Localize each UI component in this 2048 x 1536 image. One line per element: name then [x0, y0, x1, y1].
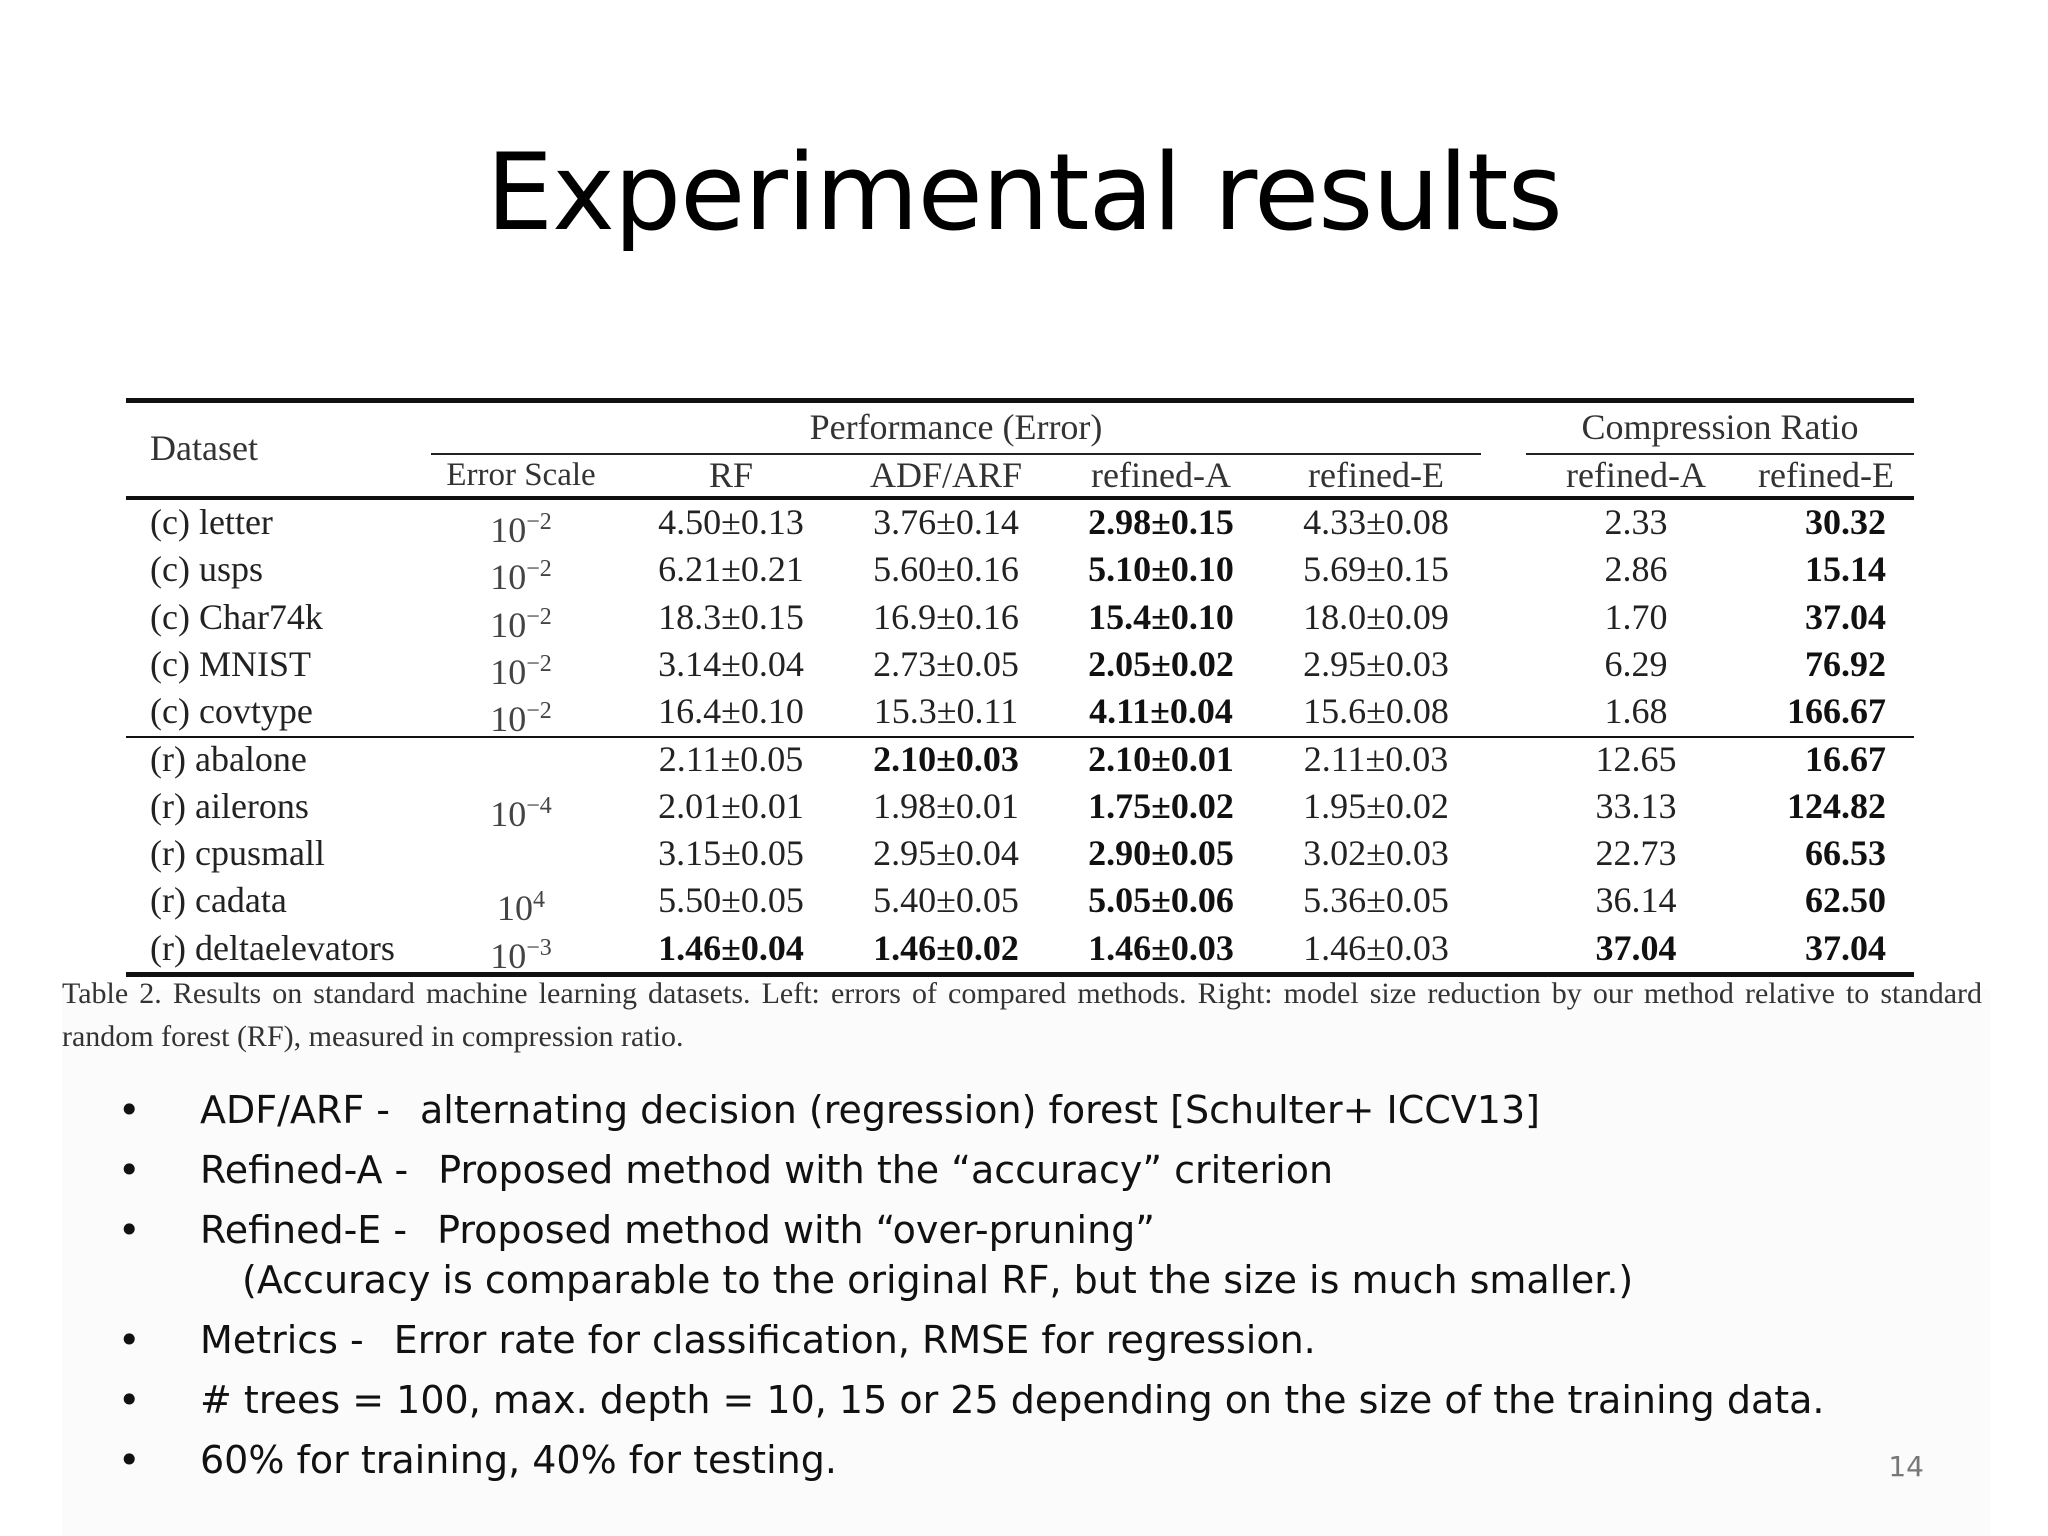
cell-refined-e: 15.6±0.08: [1303, 691, 1449, 731]
cell-refined-e: 5.69±0.15: [1303, 549, 1449, 589]
cell-error-scale: [436, 642, 606, 694]
bullet-description: 60% for training, 40% for testing.: [200, 1438, 837, 1482]
cell-adf-arf: 1.46±0.02: [873, 928, 1019, 968]
cell-compression-refined-e: 76.92: [1805, 644, 1886, 684]
cell-refined-a: 4.11±0.04: [1089, 691, 1233, 731]
cell-refined-a: 5.05±0.06: [1088, 880, 1234, 920]
cell-dataset: (c) letter: [150, 502, 273, 542]
cell-refined-e: 5.36±0.05: [1303, 880, 1449, 920]
cell-error-scale: [436, 689, 606, 741]
scale-exponent: −4: [526, 793, 552, 819]
bullet-term: Metrics -: [200, 1318, 364, 1362]
cell-compression-refined-e: 166.67: [1787, 691, 1886, 731]
cell-refined-e: 3.02±0.03: [1303, 833, 1449, 873]
cell-rf: 4.50±0.13: [658, 502, 804, 542]
cell-compression-refined-a: 22.73: [1595, 833, 1677, 873]
bullet-text: [200, 1080, 1540, 1140]
scale-exponent: −2: [526, 556, 552, 582]
scale-exponent: −2: [526, 604, 552, 630]
scale-base: 10: [490, 652, 527, 692]
bullet-item: [118, 1310, 1918, 1370]
scale-base: 10: [497, 888, 533, 928]
cell-adf-arf: 2.95±0.04: [873, 833, 1019, 873]
cell-error-scale: [436, 500, 606, 552]
table-top-rule: [126, 398, 1914, 403]
cell-compression-refined-a: 33.13: [1595, 786, 1677, 826]
cell-compression-refined-a: 36.14: [1595, 880, 1677, 920]
scale-exponent: −3: [526, 935, 552, 961]
cell-adf-arf: 5.40±0.05: [873, 880, 1019, 920]
cell-refined-e: 1.46±0.03: [1303, 928, 1449, 968]
cell-error-scale: [436, 926, 606, 978]
header-rf: RF: [708, 455, 754, 495]
bullet-subtext: (Accuracy is comparable to the original RF, but the size is much smaller.): [242, 1258, 1634, 1302]
scale-base: 10: [490, 794, 527, 834]
cell-adf-arf: 16.9±0.16: [873, 597, 1019, 637]
cell-compression-refined-a: 2.86: [1604, 549, 1668, 589]
bullet-description: Proposed method with “over-pruning”: [437, 1208, 1155, 1252]
cell-dataset: (r) cpusmall: [150, 833, 325, 873]
cell-compression-refined-a: 12.65: [1595, 739, 1677, 779]
header-refined-a: refined-A: [1091, 455, 1231, 495]
bullet-item: [118, 1430, 1918, 1490]
bullet-text: [200, 1430, 837, 1490]
cell-dataset: (r) ailerons: [150, 786, 309, 826]
scale-base: 10: [490, 557, 527, 597]
cell-refined-a: 2.98±0.15: [1088, 502, 1234, 542]
cell-refined-e: 2.11±0.03: [1303, 739, 1449, 779]
bullet-icon: •: [118, 1148, 141, 1192]
header-refined-e: refined-E: [1308, 455, 1444, 495]
bullet-term: Refined-A -: [200, 1148, 409, 1192]
cell-adf-arf: 2.73±0.05: [873, 644, 1019, 684]
cell-refined-a: 2.05±0.02: [1088, 644, 1234, 684]
cell-adf-arf: 1.98±0.01: [873, 786, 1019, 826]
cell-rf: 2.11±0.05: [658, 739, 804, 779]
cell-compression-refined-a: 1.70: [1604, 597, 1668, 637]
scale-base: 10: [490, 510, 527, 550]
header-performance-group: Performance (Error): [809, 407, 1103, 447]
cell-compression-refined-a: 2.33: [1604, 502, 1668, 542]
cell-refined-a: 15.4±0.10: [1088, 597, 1234, 637]
bullet-description: # trees = 100, max. depth = 10, 15 or 25 depending on the size of the training data.: [200, 1378, 1825, 1422]
bullet-text: [200, 1310, 1316, 1370]
bullet-text: [200, 1140, 1333, 1200]
scale-exponent: −2: [526, 698, 552, 724]
cell-compression-refined-e: 37.04: [1805, 928, 1886, 968]
cell-refined-e: 1.95±0.02: [1303, 786, 1449, 826]
bullet-term: Refined-E -: [200, 1208, 408, 1252]
header-compression-group: Compression Ratio: [1581, 407, 1859, 447]
cell-compression-refined-e: 15.14: [1805, 549, 1886, 589]
bullet-description: alternating decision (regression) forest [Schulter+ ICCV13]: [419, 1088, 1540, 1132]
header-adf-arf: ADF/ARF: [869, 455, 1023, 495]
cell-rf: 1.46±0.04: [658, 928, 804, 968]
cell-refined-e: 2.95±0.03: [1303, 644, 1449, 684]
bullet-item: [118, 1370, 1918, 1430]
header-compression-refined-a: refined-A: [1566, 455, 1706, 495]
bullet-icon: •: [118, 1208, 141, 1252]
cell-compression-refined-e: 66.53: [1805, 833, 1886, 873]
cell-refined-e: 18.0±0.09: [1303, 597, 1449, 637]
bullet-list: [118, 1080, 1918, 1490]
cell-dataset: (c) usps: [150, 549, 263, 589]
header-error-scale: Error Scale: [446, 457, 596, 493]
cell-refined-a: 2.90±0.05: [1088, 833, 1234, 873]
cell-error-scale: [436, 878, 606, 930]
scale-exponent: −2: [526, 509, 552, 535]
cell-adf-arf: 5.60±0.16: [873, 549, 1019, 589]
cell-dataset: (c) Char74k: [150, 597, 323, 637]
scale-exponent: 4: [533, 887, 545, 913]
cell-dataset: (r) abalone: [150, 739, 307, 779]
header-dataset: Dataset: [150, 428, 258, 468]
cell-compression-refined-e: 16.67: [1805, 739, 1886, 779]
scale-base: 10: [490, 605, 527, 645]
cell-compression-refined-a: 6.29: [1604, 644, 1668, 684]
cell-refined-a: 5.10±0.10: [1088, 549, 1234, 589]
cell-error-scale: [436, 547, 606, 599]
scale-base: 10: [490, 936, 527, 976]
cell-rf: 16.4±0.10: [658, 691, 804, 731]
cell-refined-a: 1.46±0.03: [1088, 928, 1234, 968]
cell-adf-arf: 15.3±0.11: [873, 691, 1019, 731]
cell-dataset: (r) cadata: [150, 880, 287, 920]
cell-refined-a: 2.10±0.01: [1088, 739, 1234, 779]
cell-rf: 3.15±0.05: [658, 833, 804, 873]
bullet-icon: •: [118, 1438, 141, 1482]
cell-rf: 6.21±0.21: [658, 549, 804, 589]
cell-dataset: (c) MNIST: [150, 644, 311, 684]
cell-compression-refined-e: 62.50: [1805, 880, 1886, 920]
bullet-description: Proposed method with the “accuracy” criterion: [438, 1148, 1334, 1192]
bullet-item: [118, 1200, 1918, 1310]
bullet-item: [118, 1140, 1918, 1200]
bullet-icon: •: [118, 1088, 141, 1132]
bullet-description: Error rate for classification, RMSE for regression.: [393, 1318, 1316, 1362]
header-compression-refined-e: refined-E: [1758, 455, 1894, 495]
cell-compression-refined-e: 124.82: [1787, 786, 1886, 826]
cell-compression-refined-e: 30.32: [1805, 502, 1886, 542]
cell-refined-e: 4.33±0.08: [1303, 502, 1449, 542]
cell-adf-arf: 2.10±0.03: [873, 739, 1019, 779]
cell-error-scale: [436, 595, 606, 647]
bullet-term: ADF/ARF -: [200, 1088, 390, 1132]
cell-rf: 3.14±0.04: [658, 644, 804, 684]
cell-compression-refined-a: 37.04: [1595, 928, 1677, 968]
cell-compression-refined-e: 37.04: [1805, 597, 1886, 637]
bullet-text: [200, 1370, 1825, 1430]
cell-compression-refined-a: 1.68: [1604, 691, 1668, 731]
cell-dataset: (c) covtype: [150, 691, 313, 731]
cell-adf-arf: 3.76±0.14: [873, 502, 1019, 542]
cell-refined-a: 1.75±0.02: [1088, 786, 1234, 826]
slide-title: Experimental results: [486, 131, 1562, 254]
scale-exponent: −2: [526, 651, 552, 677]
cell-rf: 18.3±0.15: [658, 597, 804, 637]
page-number: 14: [1888, 1450, 1924, 1483]
bullet-icon: •: [118, 1318, 141, 1362]
cell-rf: 2.01±0.01: [658, 786, 804, 826]
cell-rf: 5.50±0.05: [658, 880, 804, 920]
cell-dataset: (r) deltaelevators: [150, 928, 395, 968]
scale-base: 10: [490, 699, 527, 739]
cell-error-scale: [436, 784, 606, 836]
bullet-icon: •: [118, 1378, 141, 1422]
bullet-item: [118, 1080, 1918, 1140]
table-caption: Table 2. Results on standard machine learning datasets. Left: errors of compared methods. Right: model size reduction by our method relative to standard random forest (RF), measured in compression ratio.: [62, 977, 1982, 1053]
